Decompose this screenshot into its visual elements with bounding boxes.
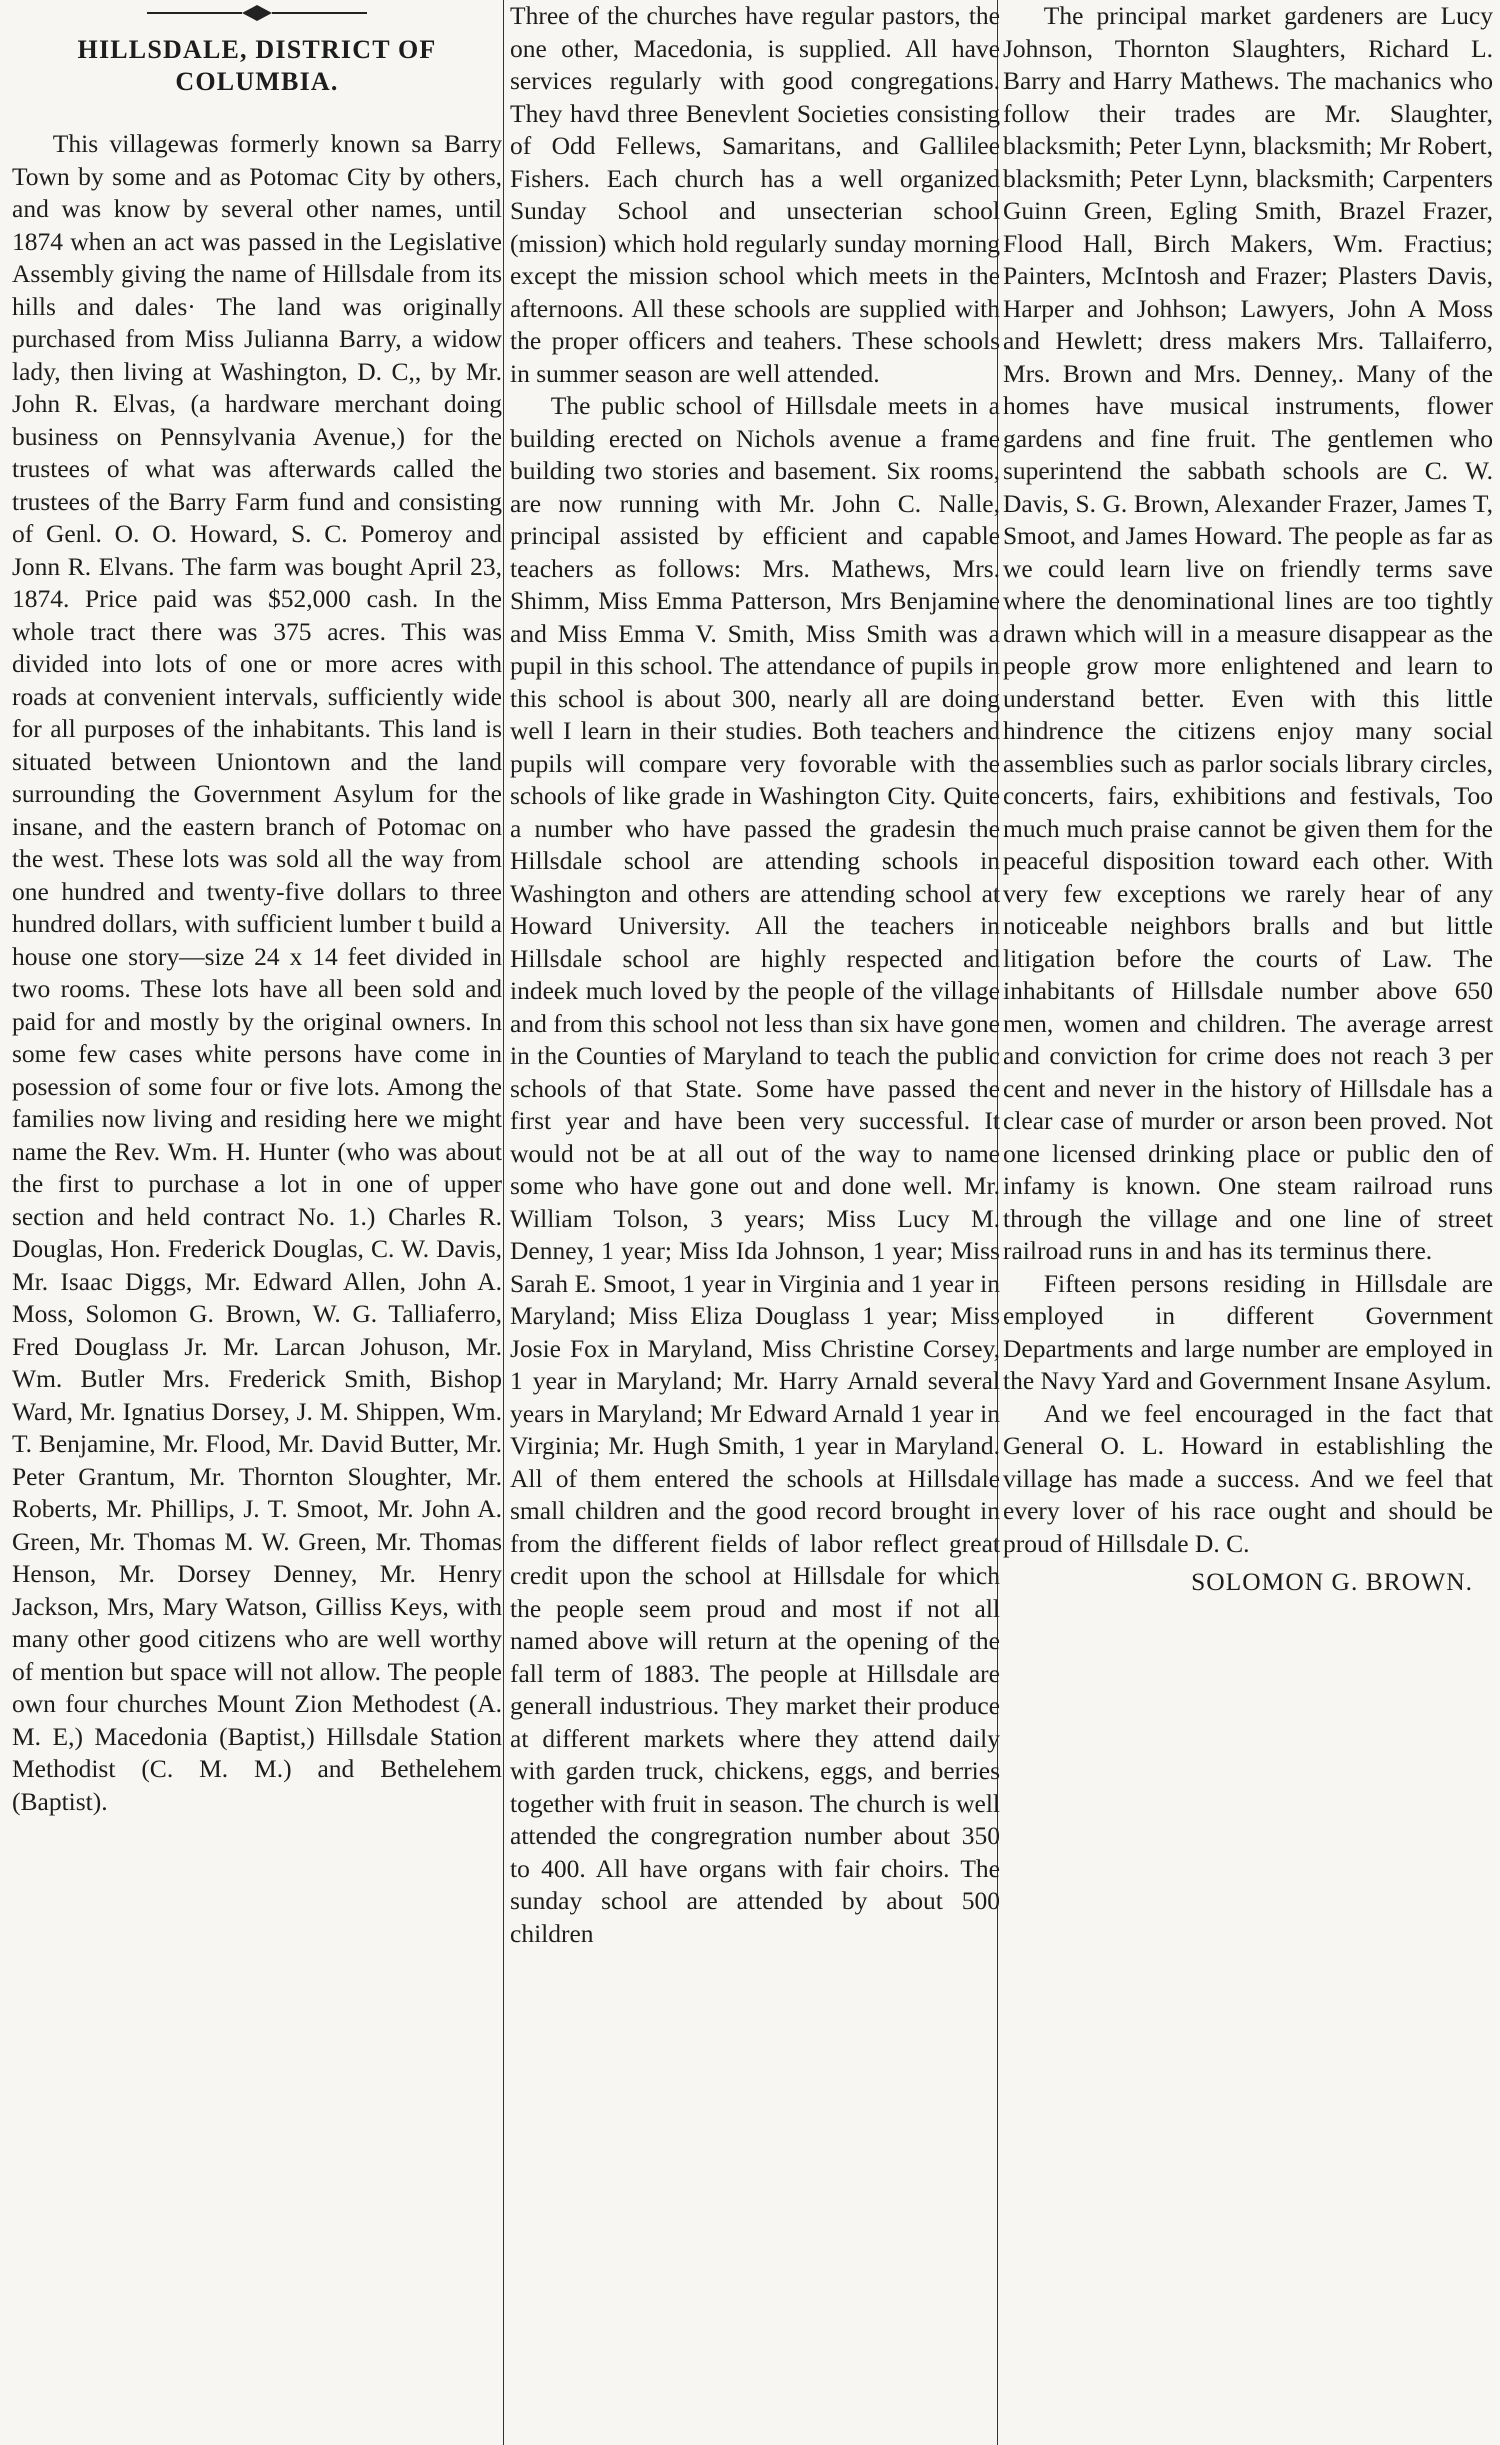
paragraph-5: Fifteen persons residing in Hillsdale are employed in different Government Departments and large number are employed in the Navy Yard and Government Insane Asylum. <box>1003 1268 1493 1395</box>
paragraph-3: The public school of Hillsdale meets in a building erected on Nichols avenue a frame building two stories and basement. Six rooms, are now running with Mr. John C. Nalle, principal assisted by efficient and capable teachers as follows: Mrs. Mathews, Mrs. Shimm, Miss Emma Patterson, Mrs Benjamine and Miss Emma V. Smith, Miss Smith was a pupil in this school. The attendance of pupils in this school is about 300, nearly all are doing well I learn in their studies. Both teachers and pupils will compare very fovorable with the schools of like grade in Washington City. Quite a number who have passed the gradesin the Hillsdale school are attending schools in Washington and others are attending school at Howard University. All the teachers in Hillsdale school are highly respected and indeek much loved by the people of the village and from this school not less than six have gone in the Counties of Maryland to teach the public schools of that State. Some have passed the first year and have been very successful. It would not be at all out of the way to name some who have gone out and done well. Mr. William Tolson, 3 years; Miss Lucy M. Denney, 1 year; Miss Ida Johnson, 1 year; Miss Sarah E. Smoot, 1 year in Virginia and 1 year in Maryland; Miss Eliza Douglass 1 year; Miss Josie Fox in Maryland, Miss Christine Corsey, 1 year in Maryland; Mr. Harry Arnald several years in Maryland; Mr Edward Arnald 1 year in Virginia; Mr. Hugh Smith, 1 year in Maryland. All of them entered the schools at Hillsdale small children and the good record brought in from the different fields of labor reflect great credit upon the school at Hillsdale for which the people seem proud and most if not all named above will return at the opening of the fall term of 1883. The people at Hillsdale are generall industrious. They market their produce at different markets where they attend daily with garden truck, chickens, eggs, and berries together with fruit in season. The church is well attended the congregration number about 350 to 400. All have organs with fair choirs. The sunday school are attended by about 500 children <box>510 391 1000 1948</box>
article-headline: HILLSDALE, DISTRICT OF COLUMBIA. <box>77 35 437 96</box>
column-2 <box>510 0 1000 2445</box>
column-rule <box>503 0 504 2445</box>
headline-ornament-icon <box>12 4 502 26</box>
paragraph-2: Three of the churches have regular pastors, the one other, Macedonia, is supplied. All have services regularly with good congregations. They havd three Benevlent Societies consisting of Odd Fellews, Samaritans, and Gallilee Fishers. Each church has a well organized Sunday School and unsecterian school (mission) which hold regularly sunday morning except the mission school which meets in the afternoons. All these schools are supplied with the proper officers and teahers. These schools in summer season are well attended. <box>510 1 1000 388</box>
author-signature: SOLOMON G. BROWN. <box>1191 1567 1473 1596</box>
paragraph-4: The principal market gardeners are Lucy Johnson, Thornton Slaughters, Richard L. Barry and Harry Mathews. The machanics who follow their trades are Mr. Slaughter, blacksmith; Peter Lynn, blacksmith; Mr Robert, blacksmith; Peter Lynn, blacksmith; Carpenters Guinn Green, Egling Smith, Brazel Frazer, Flood Hall, Birch Makers, Wm. Fractius; Painters, McIntosh and Frazer; Plasters Davis, Harper and Johhson; Lawyers, John A Moss and Hewlett; dress makers Mrs. Tallaiferro, Mrs. Brown and Mrs. Denney,. Many of the homes have musical instruments, flower gardens and fine fruit. The gentlemen who superintend the sabbath schools are C. W. Davis, S. G. Brown, Alexander Frazer, James T, Smoot, and James Howard. The people as far as we could learn live on friendly terms save where the denominational lines are too tightly drawn which will in a measure disappear as the people grow more enlightened and learn to understand better. Even with this little hindrence the citizens enjoy many social assemblies such as parlor socials library circles, concerts, fairs, exhibitions and festivals, Too much much praise cannot be given them for the peaceful disposition toward each other. With very few exceptions we rarely hear of any noticeable neighbors bralls and but little litigation before the courts of Law. The inhabitants of Hillsdale number above 650 men, women and children. The average arrest and conviction for crime does not reach 3 per cent and never in the history of Hillsdale has a clear case of murder or arson been proved. Not one licensed drinking place or public den of infamy is known. One steam railroad runs through the village and one line of street railroad runs in and has its terminus there. <box>1003 1 1493 1265</box>
paragraph-1: This villagewas formerly known sa Barry Town by some and as Potomac City by others, and was know by several other names, until 1874 when an act was passed in the Legislative Assembly giving the name of Hillsdale from its hills and dales· The land was originally purchased from Miss Julianna Barry, a widow lady, then living at Washington, D. C,, by Mr. John R. Elvas, (a hardware merchant doing business on Pennsylvania Avenue,) for the trustees of what was afterwards called the trustees of the Barry Farm fund and consisting of Genl. O. O. Howard, S. C. Pomeroy and Jonn R. Elvans. The farm was bought April 23, 1874. Price paid was $52,000 cash. In the whole tract there was 375 acres. This was divided into lots of one or more acres with roads at convenient intervals, sufficiently wide for all purposes of the inhabitants. This land is situated between Uniontown and the land surrounding the Government Asylum for the insane, and the eastern branch of Potomac on the west. These lots was sold all the way from one hundred and twenty-five dollars to three hundred dollars, with sufficient lumber t build a house one story—size 24 x 14 feet divided in two rooms. These lots have all been sold and paid for and mostly by the original owners. In some few cases white persons have come in posession of some four or five lots. Among the families now living and residing here we might name the Rev. Wm. H. Hunter (who was about the first to purchase a lot in one of upper section and held contract No. 1.) Charles R. Douglas, Hon. Frederick Douglas, C. W. Davis, Mr. Isaac Diggs, Mr. Edward Allen, John A. Moss, Solomon G. Brown, W. G. Talliaferro, Fred Douglass Jr. Mr. Larcan Johuson, Mr. Wm. Butler Mrs. Frederick Smith, Bishop Ward, Mr. Ignatius Dorsey, J. M. Shippen, Wm. T. Benjamine, Mr. Flood, Mr. David Butter, Mr. Peter Grantum, Mr. Thornton Sloughter, Mr. Roberts, Mr. Phillips, J. T. Smoot, Mr. John A. Green, Mr. Thomas M. W. Green, Mr. Thomas Henson, Mr. Dorsey Denney, Mr. Henry Jackson, Mrs, Mary Watson, Gilliss Keys, with many other good citizens who are well worthy of mention but space will not allow. The people own four churches Mount Zion Methodest (A. M. E,) Macedonia (Baptist,) Hillsdale Station Methodist (C. M. M.) and Bethelehem (Baptist). <box>12 129 502 1816</box>
paragraph-6: And we feel encouraged in the fact that General O. L. Howard in establishling the village has made a success. And we feel that every lover of his race ought and should be proud of Hillsdale D. C. <box>1003 1398 1493 1558</box>
column-3 <box>1003 0 1493 2445</box>
column-1 <box>12 0 502 2445</box>
